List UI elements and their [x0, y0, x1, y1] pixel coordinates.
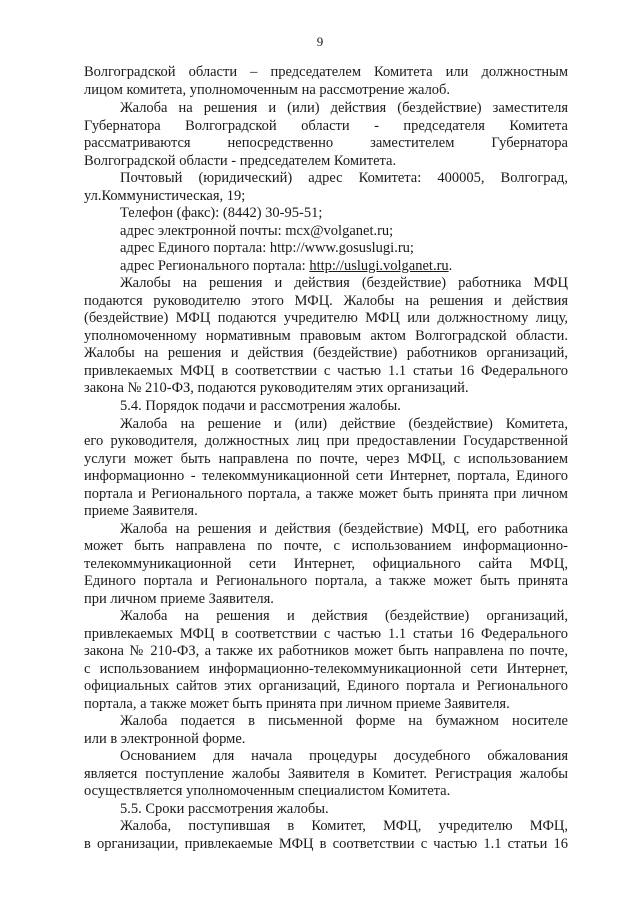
- regional-portal-link[interactable]: http://uslugi.volganet.ru: [309, 258, 449, 274]
- text-line: Почтовый (юридический) адрес Комитета: 400005, Волгоград,: [120, 170, 568, 186]
- text-line: привлекаемых МФЦ в соответствии с частью 1.1 статьи 16 Федерального: [84, 626, 568, 642]
- text-line: лицом комитета, уполномоченным на рассмотрение жалоб.: [84, 82, 451, 98]
- text-line: приеме Заявителя.: [84, 503, 198, 519]
- text-line: портала и Регионального портала, а также может быть принята при личном: [84, 486, 568, 502]
- text-line: может быть направлена по почте, с использованием информационно-: [84, 538, 568, 554]
- text-line: Волгоградской области - председателем Комитета.: [84, 153, 397, 169]
- text-line: Жалоба, поступившая в Комитет, МФЦ, учредителю МФЦ,: [120, 818, 568, 834]
- text-line: [120, 258, 452, 275]
- text-line: Жалобы на решения и действия (бездействие) работника МФЦ: [120, 275, 568, 291]
- text-line: ул.Коммунистическая, 19;: [84, 188, 246, 204]
- page-number: 9: [316, 34, 324, 49]
- text-line: подаются руководителю этого МФЦ. Жалобы на решения и действия: [84, 293, 568, 309]
- text-line: является поступление жалобы Заявителя в Комитет. Регистрация жалобы: [84, 766, 568, 782]
- text-line: рассматриваются непосредственно заместителем Губернатора: [84, 135, 568, 151]
- text-line: закона № 210-ФЗ, а также их работников может быть направлена по почте,: [84, 643, 568, 659]
- text-line: 5.5. Сроки рассмотрения жалобы.: [120, 801, 329, 817]
- text-line: Жалобы на решения и действия (бездействие) работников организаций,: [84, 345, 568, 361]
- text-line: или в электронной форме.: [84, 731, 246, 747]
- text-line: осуществляется уполномоченным специалистом Комитета.: [84, 783, 451, 799]
- text-line: услуги может быть направлена по почте, через МФЦ, с использованием: [84, 451, 568, 467]
- text-line: уполномоченному нормативным правовым актом Волгоградской области.: [84, 328, 568, 344]
- text-line: адрес электронной почты: mcx@volganet.ru;: [120, 223, 394, 239]
- text-line: его руководителя, должностных лиц при предоставлении Государственной: [84, 433, 568, 449]
- text-line: адрес Единого портала: http://www.gosuslugi.ru;: [120, 240, 414, 256]
- text-line: Жалоба на решения и (или) действия (бездействие) заместителя: [120, 100, 568, 116]
- text-line: Жалоба подается в письменной форме на бумажном носителе: [120, 713, 568, 729]
- text-line: портала, а также может быть принята при личном приеме Заявителя.: [84, 696, 510, 712]
- text-line: телекоммуникационной сети Интернет, официального сайта МФЦ,: [84, 556, 568, 572]
- text-line: Жалоба на решение и (или) действие (бездействие) Комитета,: [120, 416, 568, 432]
- text-line: информационно - телекоммуникационной сети Интернет, портала, Единого: [84, 468, 568, 484]
- text-line: привлекаемых МФЦ в соответствии с частью 1.1 статьи 16 Федерального: [84, 363, 568, 379]
- text-line: 5.4. Порядок подачи и рассмотрения жалобы.: [120, 398, 401, 414]
- regional-portal-tail: .: [448, 258, 453, 274]
- text-line: закона № 210-ФЗ, подаются руководителям этих организаций.: [84, 380, 469, 396]
- text-line: с использованием информационно-телекоммуникационной сети Интернет,: [84, 661, 568, 677]
- text-line: при личном приеме Заявителя.: [84, 591, 274, 607]
- text-line: Жалоба на решения и действия (бездействие) МФЦ, его работника: [120, 521, 568, 537]
- text-line: Основанием для начала процедуры досудебного обжалования: [120, 748, 568, 764]
- text-line: официальных сайтов этих организаций, Единого портала и Регионального: [84, 678, 568, 694]
- text-line: Губернатора Волгоградской области - председателя Комитета: [84, 118, 568, 134]
- text-line: Единого портала и Регионального портала, а также может быть принята: [84, 573, 568, 589]
- text-line: (бездействие) МФЦ подаются учредителю МФЦ или должностному лицу,: [84, 310, 568, 326]
- text-line: в организации, привлекаемые МФЦ в соответствии с частью 1.1 статьи 16: [84, 836, 568, 852]
- text-line: Телефон (факс): (8442) 30-95-51;: [120, 205, 323, 221]
- text-line: Волгоградской области – председателем Комитета или должностным: [84, 64, 568, 80]
- text-line: Жалоба на решения и действия (бездействие) организаций,: [120, 608, 568, 624]
- regional-portal-label: адрес Регионального портала:: [120, 258, 310, 274]
